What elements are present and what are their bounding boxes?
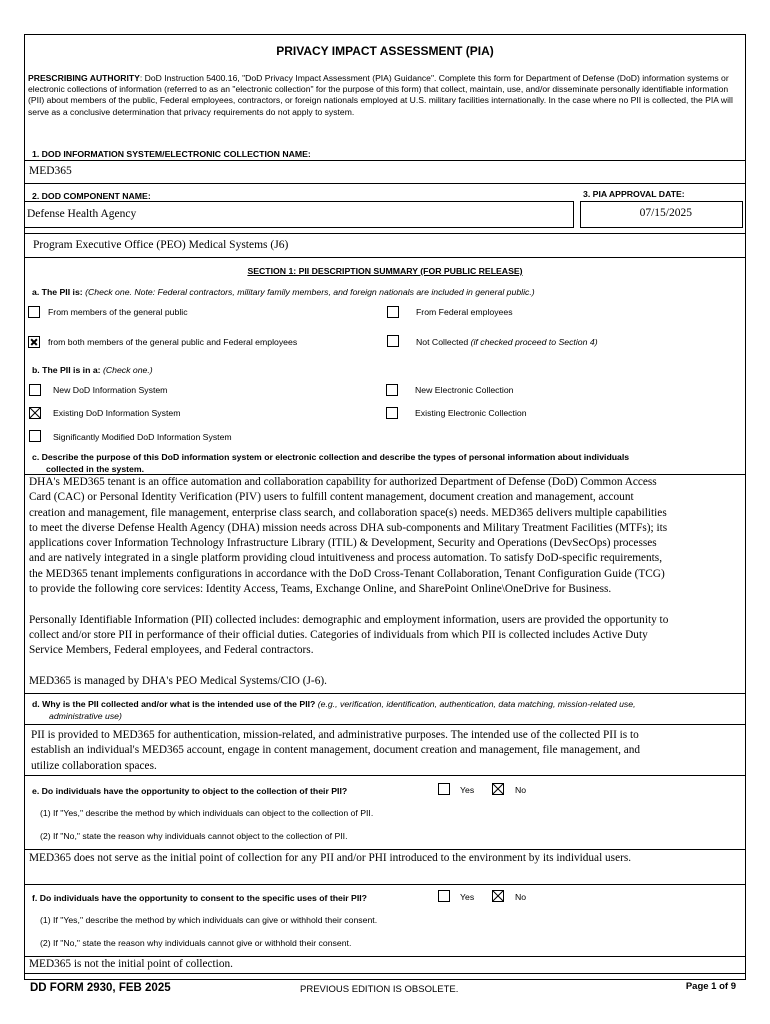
q-b-label	[32, 365, 153, 375]
intended-use-box[interactable]	[24, 724, 746, 776]
f-yes-label: Yes	[460, 892, 475, 902]
component-name-value: Defense Health Agency	[27, 208, 137, 220]
purpose-text-line	[29, 597, 745, 612]
q-d-note: (e.g., verification, identification, authentication, data matching, mission-related use,	[315, 699, 636, 709]
checkbox-existing-system-checked[interactable]	[29, 407, 41, 419]
option-general-public: From members of the general public	[48, 307, 188, 317]
purpose-text-line: to meet the diverse Defense Health Agency (DHA) mission needs across DHA sub-components and Military Treatment Facilities (MTFs); its	[29, 521, 668, 534]
authority-label: PRESCRIBING AUTHORITY	[28, 73, 140, 83]
checkbox-e-no-checked[interactable]	[492, 783, 504, 795]
option-not-collected-text: Not Collected	[416, 337, 471, 347]
purpose-text-line: to provide the following core services: Identity Access, Teams, Exchange Online, and SharePoint Online\OneDrive for Business.	[29, 583, 612, 596]
purpose-text-line: Card (CAC) or Personal Identity Verification (PIV) users to fulfill content management, document creation and management, account	[29, 491, 634, 504]
checkbox-f-yes[interactable]	[438, 890, 450, 902]
approval-date-field[interactable]	[580, 201, 743, 228]
option-not-collected	[416, 337, 598, 347]
option-both: from both members of the general public and Federal employees	[48, 337, 298, 347]
checkbox-both-checked[interactable]	[28, 336, 40, 348]
page-number: Page 1 of 9	[685, 981, 736, 992]
q-c-label: c. Describe the purpose of this DoD information system or electronic collection and describe the types of personal information about individuals	[32, 452, 630, 462]
q-a-label-text: a. The PII is:	[32, 287, 83, 297]
object-reason-box[interactable]	[24, 849, 746, 885]
option-existing-system: Existing DoD Information System	[53, 408, 181, 418]
q-a-note: (Check one. Note: Federal contractors, military family members, and foreign nationals are included in general public.)	[82, 287, 535, 297]
section1-heading: SECTION 1: PII DESCRIPTION SUMMARY (FOR PUBLIC RELEASE)	[247, 266, 523, 276]
q2-label: 2. DOD COMPONENT NAME:	[32, 191, 151, 201]
system-name-field[interactable]	[24, 160, 746, 184]
prescribing-authority	[28, 73, 740, 118]
q3-label: 3. PIA APPROVAL DATE:	[583, 189, 685, 199]
option-not-collected-note: (if checked proceed to Section 4)	[470, 337, 598, 347]
f-no-label: No	[515, 892, 527, 902]
object-reason-text: MED365 does not serve as the initial point of collection for any PII and/or PHI introduced to the environment by its individual users.	[29, 852, 632, 864]
checkbox-modified-system[interactable]	[29, 430, 41, 442]
checkbox-f-no-checked[interactable]	[492, 890, 504, 902]
e-instruction-no: (2) If "No," state the reason why individuals cannot object to the collection of PII.	[40, 831, 348, 841]
option-federal-employees: From Federal employees	[416, 307, 513, 317]
q-f-label: f. Do individuals have the opportunity to consent to the specific uses of their PII?	[32, 893, 367, 903]
checkbox-existing-collection[interactable]	[386, 407, 398, 419]
purpose-text-line: Service Members, Federal employees, and Federal contractors.	[29, 644, 314, 657]
option-modified-system: Significantly Modified DoD Information System	[53, 432, 232, 442]
consent-reason-box[interactable]	[24, 956, 746, 974]
option-existing-collection: Existing Electronic Collection	[415, 408, 527, 418]
f-instruction-yes: (1) If "Yes," describe the method by which individuals can give or withhold their consent.	[40, 915, 378, 925]
intended-use-text-line: establish an individual's MED365 account, engage in content management, document creation and management, file management, and	[31, 744, 641, 757]
sub-component-field[interactable]	[24, 233, 746, 258]
q1-label: 1. DOD INFORMATION SYSTEM/ELECTRONIC COLLECTION NAME:	[32, 149, 311, 159]
checkbox-e-yes[interactable]	[438, 783, 450, 795]
system-name-value: MED365	[29, 165, 72, 177]
approval-date-value: 07/15/2025	[639, 207, 692, 219]
e-yes-label: Yes	[460, 785, 475, 795]
checkbox-new-collection[interactable]	[386, 384, 398, 396]
edition-note: PREVIOUS EDITION IS OBSOLETE.	[300, 984, 459, 995]
component-name-field[interactable]	[24, 201, 574, 228]
e-no-label: No	[515, 785, 527, 795]
purpose-text-line: and are natively integrated in a single platform providing cloud intuitiveness and process automation. To satisfy DoD-specific requirements,	[29, 552, 663, 565]
consent-reason-text: MED365 is not the initial point of collection.	[29, 958, 233, 970]
q-b-note: (Check one.)	[100, 365, 153, 375]
purpose-text-line: MED365 is managed by DHA's PEO Medical Systems/CIO (J-6).	[29, 674, 327, 687]
form-title: PRIVACY IMPACT ASSESSMENT (PIA)	[276, 44, 494, 58]
e-instruction-yes: (1) If "Yes," describe the method by which individuals can object to the collection of PII.	[40, 808, 374, 818]
purpose-text-line: the MED365 tenant implements configurations in accordance with the DoD Cross-Tenant Collaboration, Tenant Configuration Guide (TCG)	[29, 567, 665, 580]
intended-use-text-line: utilize collaboration spaces.	[31, 759, 157, 772]
purpose-description-text	[29, 475, 745, 689]
purpose-text-line: DHA's MED365 tenant is an office automation and collaboration capability for authorized Department of Defense (DoD) Common Access	[29, 476, 657, 488]
sub-component-value: Program Executive Office (PEO) Medical Systems (J6)	[33, 239, 289, 251]
q-d-label-text: d. Why is the PII collected and/or what is the intended use of the PII?	[32, 699, 316, 709]
checkbox-federal-employees[interactable]	[387, 306, 399, 318]
purpose-text-line	[29, 659, 745, 674]
q-c-label-cont: collected in the system.	[46, 464, 145, 474]
checkbox-general-public[interactable]	[28, 306, 40, 318]
q-e-label: e. Do individuals have the opportunity to object to the collection of their PII?	[32, 786, 348, 796]
q-a-label	[32, 287, 535, 297]
form-number: DD FORM 2930, FEB 2025	[30, 982, 171, 994]
purpose-text-line: applications cover Information Technology Infrastructure Library (ITIL) & Development, Security and Operations (DevSecOps) processes	[29, 537, 657, 550]
f-instruction-no: (2) If "No," state the reason why individuals cannot give or withhold their consent.	[40, 938, 352, 948]
purpose-text-line: Personally Identifiable Information (PII) collected includes: demographic and employment information, users are provided the opportunity to	[29, 613, 669, 626]
purpose-description-box[interactable]	[24, 474, 746, 694]
q-d-note-cont: administrative use)	[49, 711, 122, 721]
intended-use-text	[31, 728, 743, 774]
purpose-text-line: creation and management, file management, enterprise class search, and collaboration space(s) needs. MED365 delivers multiple capabilities	[29, 506, 667, 519]
option-new-collection: New Electronic Collection	[415, 385, 514, 395]
q-d-label	[32, 699, 636, 709]
option-new-system: New DoD Information System	[53, 385, 168, 395]
purpose-text-line: collect and/or store PII in performance of their official duties. Categories of individuals from which PII is collected includes Active Duty	[29, 628, 648, 641]
checkbox-new-system[interactable]	[29, 384, 41, 396]
q-b-label-text: b. The PII is in a:	[32, 365, 101, 375]
checkbox-not-collected[interactable]	[387, 335, 399, 347]
authority-text: : DoD Instruction 5400.16, "DoD Privacy Impact Assessment (PIA) Guidance". Complete this form for Department of Defense (DoD) information systems or electronic collections of information (referred to as an "electronic collection" for the purpose of this form) that collect, maintain, use, and/or disseminate personally identifiable information (PII) about members of the public, Federal employees, contractors, or foreign nationals employed at U.S. military facilities internationally. In the case where no PII is collected, the PIA will serve as a conclusive determination that privacy requirements do not apply to system.	[28, 73, 733, 117]
intended-use-text-line: PII is provided to MED365 for authentication, mission-related, and administrative purposes. The intended use of the collected PII is to	[31, 729, 639, 741]
